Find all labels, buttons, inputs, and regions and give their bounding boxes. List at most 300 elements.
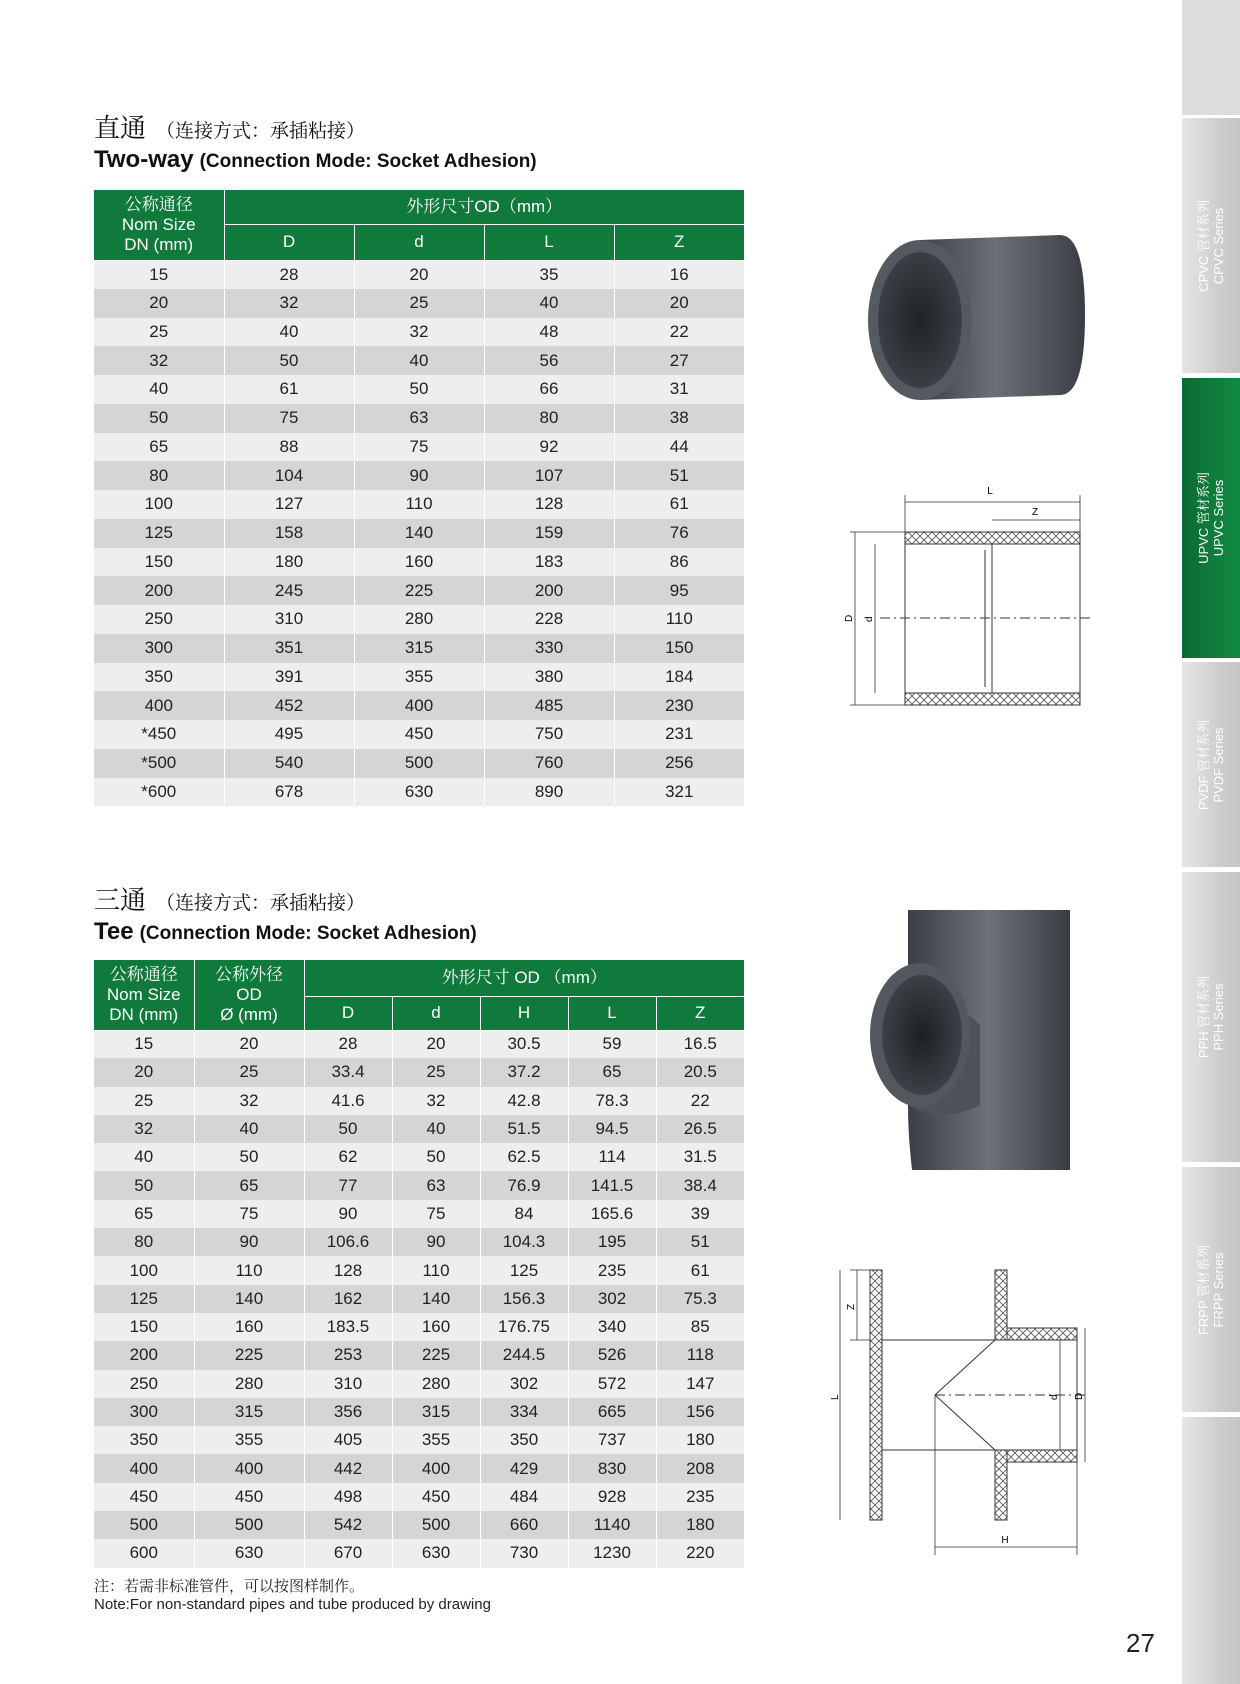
table-cell: 125 bbox=[94, 519, 224, 548]
header-col-D: D bbox=[224, 224, 354, 260]
table-cell: 180 bbox=[656, 1511, 744, 1539]
table-row bbox=[94, 576, 744, 605]
table-cell: 40 bbox=[354, 346, 484, 375]
table-cell: 500 bbox=[354, 749, 484, 778]
table-cell: 180 bbox=[656, 1426, 744, 1454]
table-cell: 630 bbox=[354, 778, 484, 807]
table-cell: 500 bbox=[194, 1511, 304, 1539]
table-cell: 600 bbox=[94, 1539, 194, 1567]
table-cell: 310 bbox=[224, 605, 354, 634]
sidebar-tab-pvdf[interactable]: PVDF 管材系列 PVDF Series bbox=[1182, 662, 1240, 867]
table-row bbox=[94, 1143, 744, 1171]
table-cell: 405 bbox=[304, 1426, 392, 1454]
header-nom-size: 公称通径 Nom Size DN (mm) bbox=[94, 960, 194, 1030]
table-row bbox=[94, 490, 744, 519]
table-cell: 665 bbox=[568, 1398, 656, 1426]
section1-title-cn: 直通 （连接方式：承插粘接） bbox=[94, 113, 366, 143]
table-cell: 56 bbox=[484, 346, 614, 375]
table-cell: 80 bbox=[94, 461, 224, 490]
table-cell: 830 bbox=[568, 1454, 656, 1482]
header-nominal-od: 公称外径 OD Ø (mm) bbox=[194, 960, 304, 1030]
table-cell: 315 bbox=[354, 634, 484, 663]
table-cell: 340 bbox=[568, 1313, 656, 1341]
table-cell: 20 bbox=[94, 289, 224, 318]
tee-dim-Z-label: Z bbox=[846, 1303, 857, 1310]
table-cell: 88 bbox=[224, 433, 354, 462]
table-cell: 28 bbox=[304, 1030, 392, 1058]
table-cell: 44 bbox=[614, 433, 744, 462]
table-cell: 220 bbox=[656, 1539, 744, 1567]
table-cell: 59 bbox=[568, 1030, 656, 1058]
table-cell: 75 bbox=[224, 404, 354, 433]
table-cell: 140 bbox=[392, 1285, 480, 1313]
table-cell: 80 bbox=[484, 404, 614, 433]
table-cell: 100 bbox=[94, 1256, 194, 1284]
table-cell: 90 bbox=[392, 1228, 480, 1256]
table-cell: 35 bbox=[484, 260, 614, 289]
table-row bbox=[94, 1228, 744, 1256]
table-cell: 160 bbox=[194, 1313, 304, 1341]
table-cell: 90 bbox=[304, 1200, 392, 1228]
table-cell: 33.4 bbox=[304, 1058, 392, 1086]
table-cell: 20 bbox=[392, 1030, 480, 1058]
table-row bbox=[94, 1370, 744, 1398]
table-cell: 41.6 bbox=[304, 1087, 392, 1115]
tee-table bbox=[94, 960, 744, 1568]
table-cell: 75 bbox=[354, 433, 484, 462]
table-cell: 95 bbox=[614, 576, 744, 605]
table-cell: 32 bbox=[194, 1087, 304, 1115]
header-nom-size: 公称通径 Nom Size DN (mm) bbox=[94, 190, 224, 260]
table-cell: 37.2 bbox=[480, 1058, 568, 1086]
table-cell: 156 bbox=[656, 1398, 744, 1426]
table-cell: 160 bbox=[392, 1313, 480, 1341]
table-cell: 300 bbox=[94, 1398, 194, 1426]
table-cell: 176.75 bbox=[480, 1313, 568, 1341]
footnote: 注：若需非标准管件，可以按图样制作。 Note:For non-standard pipes and tube produced by drawing bbox=[94, 1578, 491, 1613]
table-cell: 94.5 bbox=[568, 1115, 656, 1143]
table-cell: 334 bbox=[480, 1398, 568, 1426]
table-cell: 50 bbox=[354, 375, 484, 404]
table-row bbox=[94, 318, 744, 347]
table-cell: 302 bbox=[568, 1285, 656, 1313]
table-cell: 159 bbox=[484, 519, 614, 548]
table-cell: 1140 bbox=[568, 1511, 656, 1539]
section2-title-en: Tee (Connection Mode: Socket Adhesion) bbox=[94, 918, 477, 945]
dim-Z-label: Z bbox=[1031, 507, 1039, 518]
table-cell: 61 bbox=[224, 375, 354, 404]
dim-d-label: d bbox=[864, 616, 875, 622]
table-cell: 660 bbox=[480, 1511, 568, 1539]
section1-title-en: Two-way (Connection Mode: Socket Adhesion) bbox=[94, 146, 537, 173]
table-cell: 280 bbox=[392, 1370, 480, 1398]
table-row bbox=[94, 663, 744, 692]
table-cell: 110 bbox=[614, 605, 744, 634]
table-cell: 25 bbox=[392, 1058, 480, 1086]
table-cell: 450 bbox=[194, 1483, 304, 1511]
table-cell: 20 bbox=[194, 1030, 304, 1058]
sidebar-spacer-bottom bbox=[1182, 1417, 1240, 1684]
table-cell: 300 bbox=[94, 634, 224, 663]
table-cell: 15 bbox=[94, 1030, 194, 1058]
table-cell: 110 bbox=[392, 1256, 480, 1284]
table-cell: 250 bbox=[94, 1370, 194, 1398]
table-cell: 50 bbox=[304, 1115, 392, 1143]
table-cell: 80 bbox=[94, 1228, 194, 1256]
table-cell: 228 bbox=[484, 605, 614, 634]
sidebar-spacer bbox=[1182, 0, 1240, 115]
tee-dim-D-label: D bbox=[1074, 1392, 1085, 1400]
table-cell: 572 bbox=[568, 1370, 656, 1398]
table-cell: 40 bbox=[224, 318, 354, 347]
table-cell: 27 bbox=[614, 346, 744, 375]
table-cell: 61 bbox=[614, 490, 744, 519]
table-cell: 498 bbox=[304, 1483, 392, 1511]
table-cell: 450 bbox=[94, 1483, 194, 1511]
table-row bbox=[94, 461, 744, 490]
table-cell: 928 bbox=[568, 1483, 656, 1511]
table-cell: 184 bbox=[614, 663, 744, 692]
table-cell: 150 bbox=[94, 1313, 194, 1341]
table-cell: 63 bbox=[354, 404, 484, 433]
sidebar-tab-upvc[interactable]: UPVC 管材系列 UPVC Series bbox=[1182, 378, 1240, 658]
table-cell: 147 bbox=[656, 1370, 744, 1398]
table-row bbox=[94, 1398, 744, 1426]
table-cell: 62 bbox=[304, 1143, 392, 1171]
table-cell: 355 bbox=[354, 663, 484, 692]
table-row bbox=[94, 375, 744, 404]
table-cell: 25 bbox=[354, 289, 484, 318]
table-cell: 310 bbox=[304, 1370, 392, 1398]
header-col-Z: Z bbox=[614, 224, 744, 260]
table-cell: 244.5 bbox=[480, 1341, 568, 1369]
table-cell: 200 bbox=[94, 576, 224, 605]
table-cell: 485 bbox=[484, 691, 614, 720]
table-cell: *500 bbox=[94, 749, 224, 778]
table-cell: 62.5 bbox=[480, 1143, 568, 1171]
series-sidebar bbox=[1182, 0, 1240, 1684]
table-cell: 141.5 bbox=[568, 1171, 656, 1199]
table-cell: 1230 bbox=[568, 1539, 656, 1567]
table-cell: 65 bbox=[94, 433, 224, 462]
table-cell: 315 bbox=[392, 1398, 480, 1426]
table-cell: 20 bbox=[614, 289, 744, 318]
table-cell: 225 bbox=[354, 576, 484, 605]
table-row bbox=[94, 1171, 744, 1199]
table-row bbox=[94, 1341, 744, 1369]
header-col-H: H bbox=[480, 996, 568, 1030]
table-cell: 30.5 bbox=[480, 1030, 568, 1058]
table-cell: 630 bbox=[392, 1539, 480, 1567]
table-row bbox=[94, 1426, 744, 1454]
table-cell: 86 bbox=[614, 548, 744, 577]
table-cell: 400 bbox=[354, 691, 484, 720]
table-cell: 235 bbox=[656, 1483, 744, 1511]
table-cell: 32 bbox=[94, 346, 224, 375]
table-cell: 630 bbox=[194, 1539, 304, 1567]
table-row bbox=[94, 1539, 744, 1567]
table-cell: 280 bbox=[354, 605, 484, 634]
table-cell: 40 bbox=[392, 1115, 480, 1143]
table-cell: 280 bbox=[194, 1370, 304, 1398]
table-cell: 183.5 bbox=[304, 1313, 392, 1341]
table-cell: 156.3 bbox=[480, 1285, 568, 1313]
table-cell: 400 bbox=[94, 1454, 194, 1482]
table-cell: 350 bbox=[94, 663, 224, 692]
table-cell: 84 bbox=[480, 1200, 568, 1228]
header-col-L: L bbox=[568, 996, 656, 1030]
table-cell: 16.5 bbox=[656, 1030, 744, 1058]
table-cell: 158 bbox=[224, 519, 354, 548]
table-cell: 114 bbox=[568, 1143, 656, 1171]
table-cell: 20.5 bbox=[656, 1058, 744, 1086]
table-cell: 391 bbox=[224, 663, 354, 692]
header-col-d: d bbox=[392, 996, 480, 1030]
table-cell: 400 bbox=[194, 1454, 304, 1482]
table-cell: 51.5 bbox=[480, 1115, 568, 1143]
table-cell: 32 bbox=[392, 1087, 480, 1115]
table-cell: 225 bbox=[392, 1341, 480, 1369]
table-cell: 16 bbox=[614, 260, 744, 289]
table-cell: 66 bbox=[484, 375, 614, 404]
table-cell: 75 bbox=[194, 1200, 304, 1228]
table-row bbox=[94, 346, 744, 375]
table-cell: 500 bbox=[392, 1511, 480, 1539]
table-cell: 22 bbox=[656, 1087, 744, 1115]
table-cell: 39 bbox=[656, 1200, 744, 1228]
table-cell: 140 bbox=[194, 1285, 304, 1313]
table-cell: 150 bbox=[94, 548, 224, 577]
table-row bbox=[94, 1058, 744, 1086]
table-cell: 450 bbox=[354, 720, 484, 749]
table-row bbox=[94, 260, 744, 289]
table-cell: 63 bbox=[392, 1171, 480, 1199]
table-cell: 737 bbox=[568, 1426, 656, 1454]
table-cell: 351 bbox=[224, 634, 354, 663]
table-cell: 235 bbox=[568, 1256, 656, 1284]
table-cell: 250 bbox=[94, 605, 224, 634]
table-row bbox=[94, 548, 744, 577]
table-cell: 225 bbox=[194, 1341, 304, 1369]
table-cell: 92 bbox=[484, 433, 614, 462]
table-cell: 40 bbox=[94, 375, 224, 404]
two-way-coupling-photo bbox=[860, 225, 1100, 410]
table-cell: 442 bbox=[304, 1454, 392, 1482]
table-cell: 26.5 bbox=[656, 1115, 744, 1143]
table-row bbox=[94, 1087, 744, 1115]
sidebar-tab-pph[interactable]: PPH 管材系列 PPH Series bbox=[1182, 872, 1240, 1162]
table-cell: 40 bbox=[194, 1115, 304, 1143]
header-col-D: D bbox=[304, 996, 392, 1030]
table-cell: 76 bbox=[614, 519, 744, 548]
table-cell: 15 bbox=[94, 260, 224, 289]
table-cell: 65 bbox=[194, 1171, 304, 1199]
table-cell: 127 bbox=[224, 490, 354, 519]
table-cell: 104 bbox=[224, 461, 354, 490]
table-cell: 76.9 bbox=[480, 1171, 568, 1199]
table-cell: 890 bbox=[484, 778, 614, 807]
table-cell: 65 bbox=[568, 1058, 656, 1086]
table-cell: 38.4 bbox=[656, 1171, 744, 1199]
table-cell: 452 bbox=[224, 691, 354, 720]
table-cell: 90 bbox=[354, 461, 484, 490]
table-cell: 355 bbox=[194, 1426, 304, 1454]
table-cell: 118 bbox=[656, 1341, 744, 1369]
table-cell: 25 bbox=[194, 1058, 304, 1086]
table-cell: 104.3 bbox=[480, 1228, 568, 1256]
table-cell: 315 bbox=[194, 1398, 304, 1426]
table-cell: 355 bbox=[392, 1426, 480, 1454]
table-cell: 20 bbox=[94, 1058, 194, 1086]
table-row bbox=[94, 433, 744, 462]
table-row bbox=[94, 1200, 744, 1228]
table-cell: 526 bbox=[568, 1341, 656, 1369]
table-cell: 32 bbox=[354, 318, 484, 347]
dim-D-label: D bbox=[844, 614, 855, 622]
table-cell: 380 bbox=[484, 663, 614, 692]
tee-dim-d-label: d bbox=[1049, 1394, 1060, 1400]
table-cell: 110 bbox=[194, 1256, 304, 1284]
table-cell: 20 bbox=[354, 260, 484, 289]
table-cell: 208 bbox=[656, 1454, 744, 1482]
table-cell: 110 bbox=[354, 490, 484, 519]
tee-dim-H-label: H bbox=[1001, 1535, 1009, 1546]
table-row bbox=[94, 1030, 744, 1058]
table-cell: 678 bbox=[224, 778, 354, 807]
table-row bbox=[94, 404, 744, 433]
table-cell: 350 bbox=[94, 1426, 194, 1454]
tee-dim-L-label: L bbox=[830, 1394, 841, 1400]
page-number: 27 bbox=[1126, 1628, 1155, 1658]
table-cell: 31 bbox=[614, 375, 744, 404]
table-cell: 750 bbox=[484, 720, 614, 749]
table-cell: 125 bbox=[94, 1285, 194, 1313]
table-row bbox=[94, 519, 744, 548]
table-cell: 78.3 bbox=[568, 1087, 656, 1115]
table-cell: *600 bbox=[94, 778, 224, 807]
table-cell: 106.6 bbox=[304, 1228, 392, 1256]
table-row bbox=[94, 634, 744, 663]
table-cell: 356 bbox=[304, 1398, 392, 1426]
header-col-d: d bbox=[354, 224, 484, 260]
table-cell: 25 bbox=[94, 1087, 194, 1115]
table-row bbox=[94, 1511, 744, 1539]
table-cell: 85 bbox=[656, 1313, 744, 1341]
table-cell: 40 bbox=[94, 1143, 194, 1171]
header-col-L: L bbox=[484, 224, 614, 260]
table-cell: 150 bbox=[614, 634, 744, 663]
table-cell: 330 bbox=[484, 634, 614, 663]
table-cell: 77 bbox=[304, 1171, 392, 1199]
table-cell: 100 bbox=[94, 490, 224, 519]
table-cell: *450 bbox=[94, 720, 224, 749]
table-cell: 400 bbox=[94, 691, 224, 720]
table-cell: 165.6 bbox=[568, 1200, 656, 1228]
table-cell: 125 bbox=[480, 1256, 568, 1284]
table-row bbox=[94, 1454, 744, 1482]
two-way-table bbox=[94, 190, 744, 806]
table-row bbox=[94, 778, 744, 807]
table-cell: 670 bbox=[304, 1539, 392, 1567]
table-cell: 429 bbox=[480, 1454, 568, 1482]
table-cell: 61 bbox=[656, 1256, 744, 1284]
table-row bbox=[94, 720, 744, 749]
table-cell: 542 bbox=[304, 1511, 392, 1539]
table-cell: 50 bbox=[94, 404, 224, 433]
table-cell: 128 bbox=[484, 490, 614, 519]
table-cell: 253 bbox=[304, 1341, 392, 1369]
table-cell: 195 bbox=[568, 1228, 656, 1256]
table-cell: 160 bbox=[354, 548, 484, 577]
table-row bbox=[94, 1483, 744, 1511]
sidebar-tab-frpp[interactable]: FRPP 管材系列 FRPP Series bbox=[1182, 1167, 1240, 1412]
table-cell: 90 bbox=[194, 1228, 304, 1256]
header-od-group: 外形尺寸 OD （mm） bbox=[304, 960, 744, 996]
tee-diagram bbox=[830, 1265, 1095, 1560]
table-cell: 495 bbox=[224, 720, 354, 749]
table-cell: 321 bbox=[614, 778, 744, 807]
table-cell: 50 bbox=[224, 346, 354, 375]
table-cell: 450 bbox=[392, 1483, 480, 1511]
sidebar-tab-cpvc[interactable]: CPVC 管材系列 CPVC Series bbox=[1182, 118, 1240, 373]
table-cell: 231 bbox=[614, 720, 744, 749]
header-od-group: 外形尺寸OD（mm） bbox=[224, 190, 744, 224]
table-cell: 200 bbox=[484, 576, 614, 605]
table-cell: 40 bbox=[484, 289, 614, 318]
table-row bbox=[94, 691, 744, 720]
table-row bbox=[94, 749, 744, 778]
table-row bbox=[94, 1285, 744, 1313]
table-cell: 22 bbox=[614, 318, 744, 347]
table-cell: 256 bbox=[614, 749, 744, 778]
table-cell: 540 bbox=[224, 749, 354, 778]
table-cell: 51 bbox=[656, 1228, 744, 1256]
table-row bbox=[94, 289, 744, 318]
table-cell: 75.3 bbox=[656, 1285, 744, 1313]
table-cell: 760 bbox=[484, 749, 614, 778]
table-cell: 302 bbox=[480, 1370, 568, 1398]
two-way-diagram bbox=[840, 480, 1090, 710]
table-cell: 484 bbox=[480, 1483, 568, 1511]
table-cell: 200 bbox=[94, 1341, 194, 1369]
tee-fitting-photo bbox=[860, 905, 1080, 1175]
table-cell: 75 bbox=[392, 1200, 480, 1228]
table-cell: 28 bbox=[224, 260, 354, 289]
table-cell: 245 bbox=[224, 576, 354, 605]
table-row bbox=[94, 1313, 744, 1341]
table-row bbox=[94, 605, 744, 634]
table-cell: 31.5 bbox=[656, 1143, 744, 1171]
table-cell: 140 bbox=[354, 519, 484, 548]
table-cell: 107 bbox=[484, 461, 614, 490]
table-cell: 350 bbox=[480, 1426, 568, 1454]
table-cell: 500 bbox=[94, 1511, 194, 1539]
table-cell: 162 bbox=[304, 1285, 392, 1313]
table-row bbox=[94, 1115, 744, 1143]
table-cell: 50 bbox=[392, 1143, 480, 1171]
dim-L-label: L bbox=[987, 486, 993, 497]
header-col-Z: Z bbox=[656, 996, 744, 1030]
table-cell: 730 bbox=[480, 1539, 568, 1567]
table-cell: 25 bbox=[94, 318, 224, 347]
table-cell: 51 bbox=[614, 461, 744, 490]
table-row bbox=[94, 1256, 744, 1284]
table-cell: 180 bbox=[224, 548, 354, 577]
table-cell: 38 bbox=[614, 404, 744, 433]
table-cell: 42.8 bbox=[480, 1087, 568, 1115]
section2-title-cn: 三通 （连接方式：承插粘接） bbox=[94, 885, 366, 915]
table-cell: 32 bbox=[224, 289, 354, 318]
